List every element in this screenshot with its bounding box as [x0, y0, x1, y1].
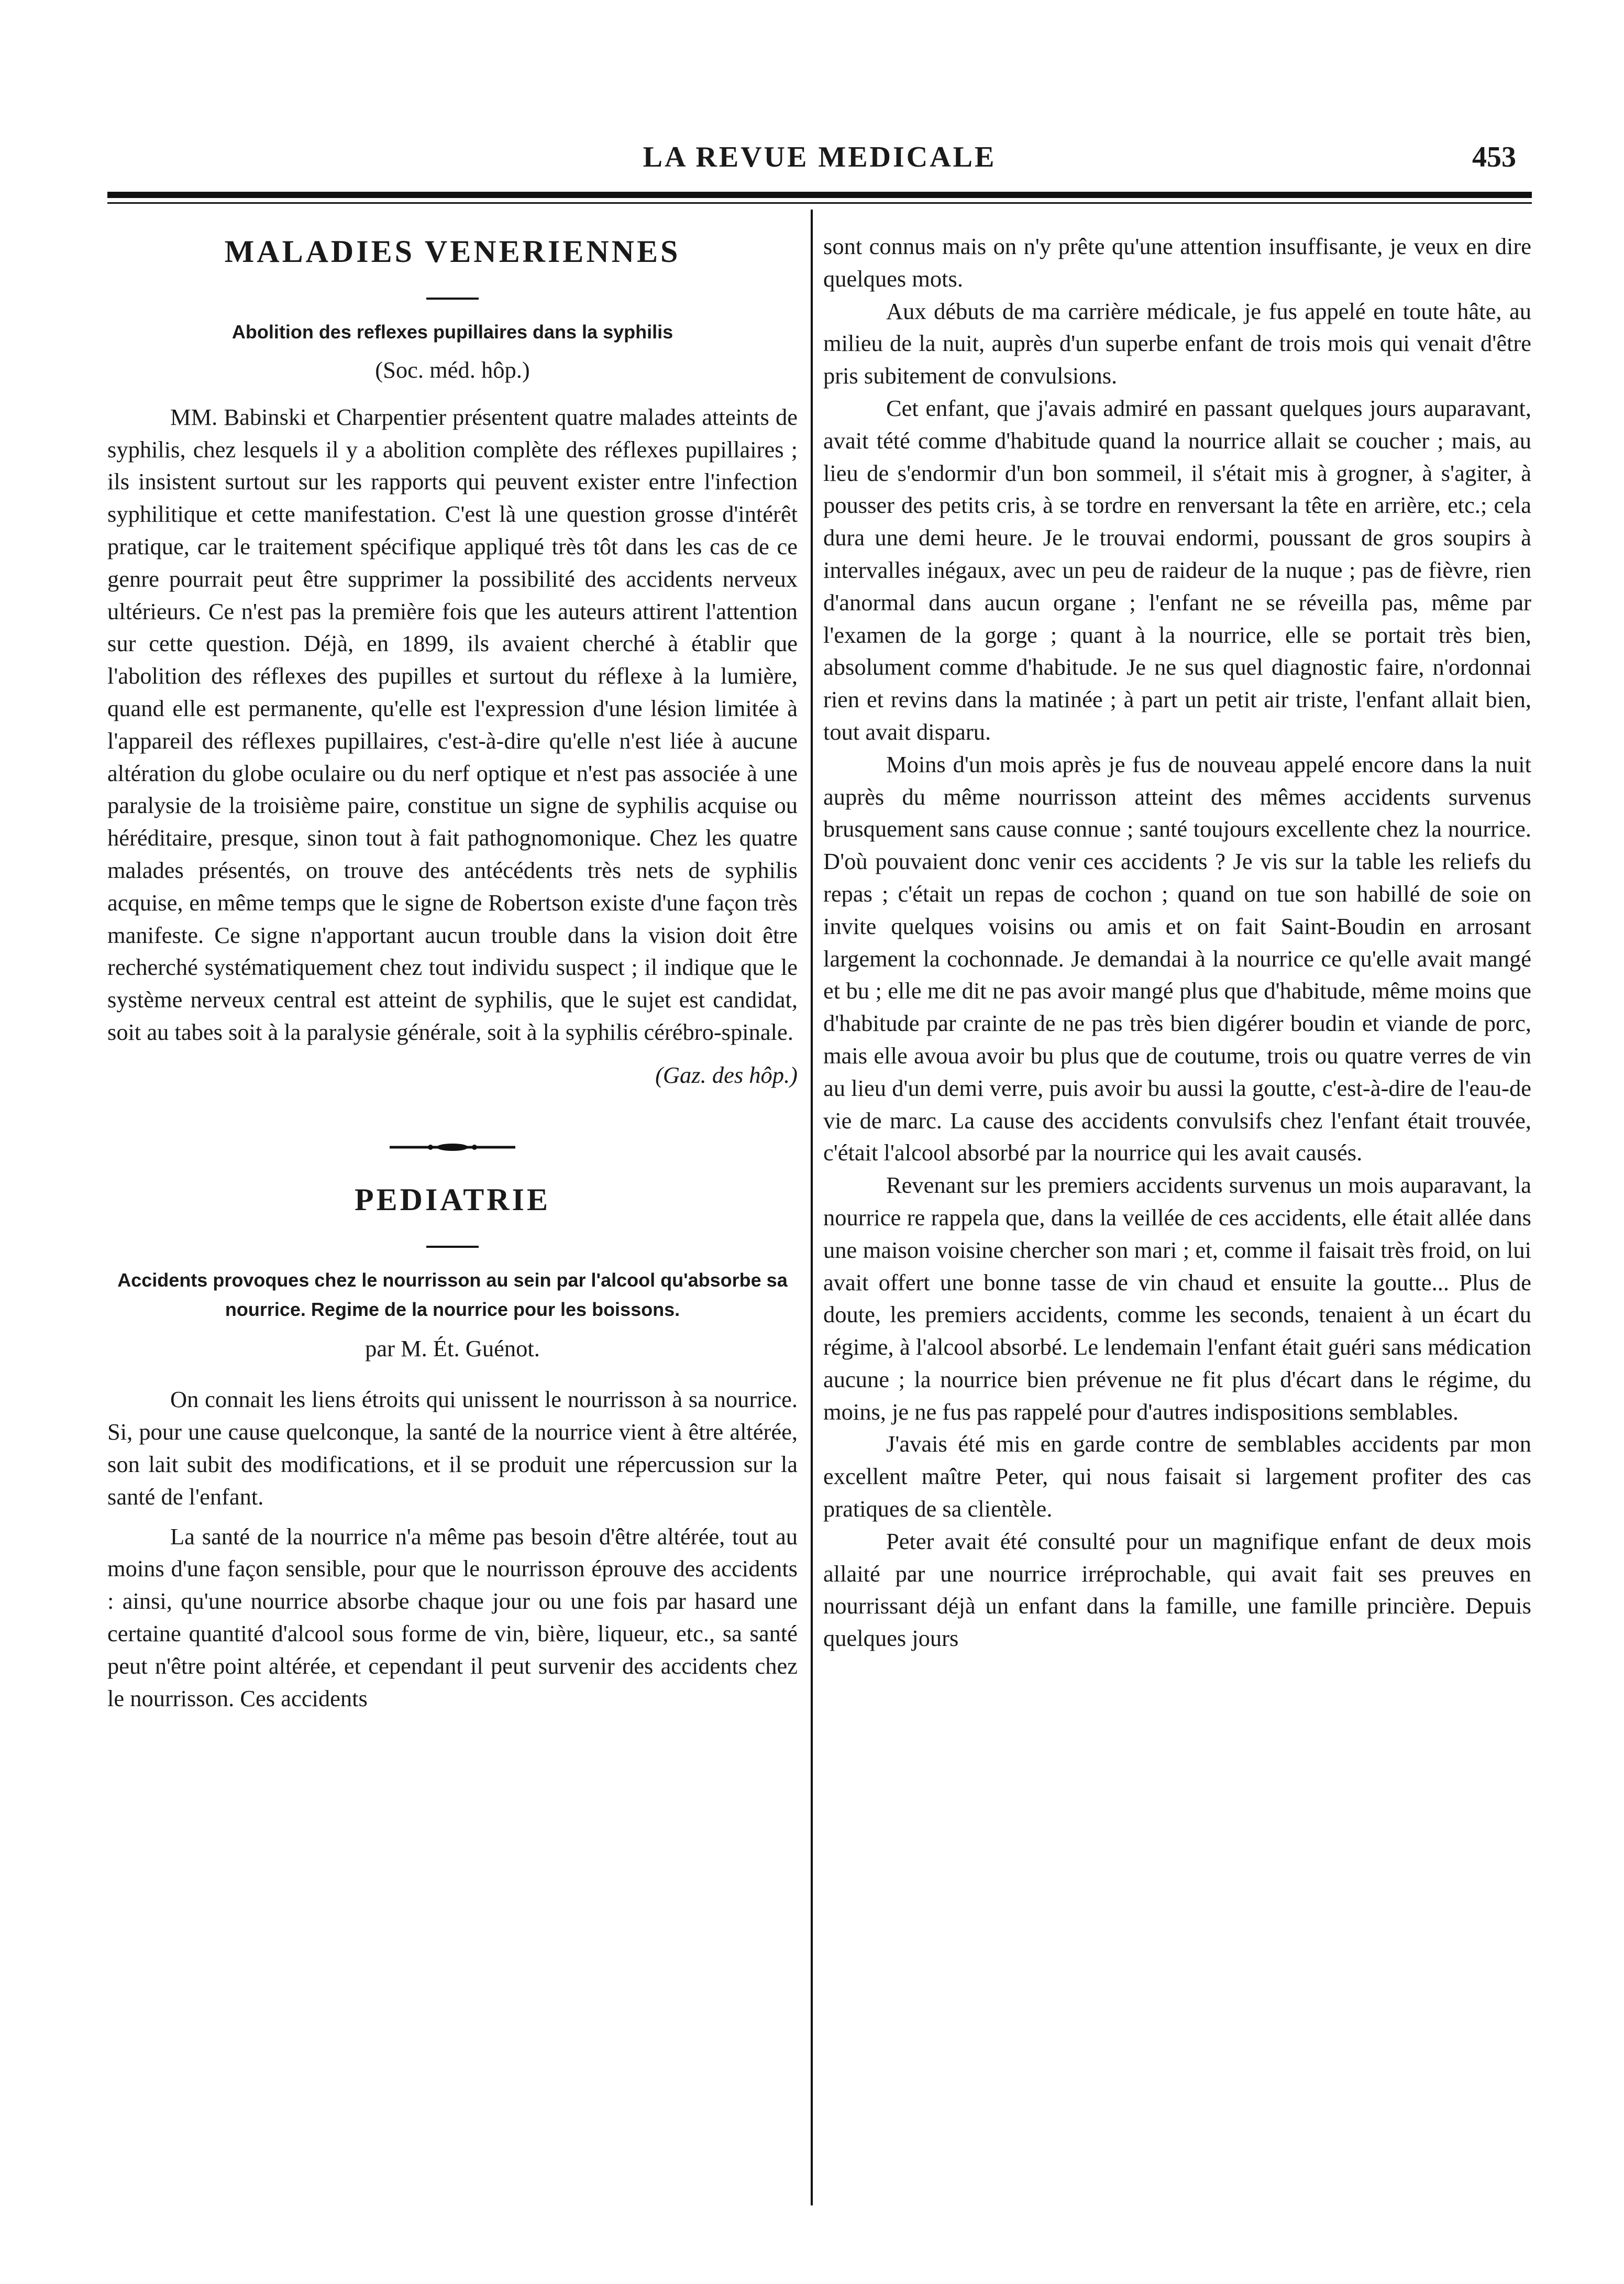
article-paragraph: Moins d'un mois après je fus de nouveau appelé encore dans la nuit auprès du même nourrisson atteint des mêmes accidents survenus brusquement sans cause connue ; santé toujours excellente chez la nourrice. D'où pouvaient donc venir ces accidents ? Je vis sur la table les reliefs du repas ; c'était un repas de cochon ; quand on tue son habillé de soie on invite quelques voisins ou amis et on fait Saint-Boudin en arrosant largement la cochonnade. Je demandai à la nourrice ce qu'elle avait mangé et bu ; elle me dit ne pas avoir mangé plus que d'habitude, même moins que d'habitude par crainte de ne pas très bien digérer boudin et viande de porc, mais elle avoua avoir bu plus que de coutume, trois ou quatre verres de vin au lieu d'un demi verre, puis avoir bu aussi la goutte, c'est-à-dire de l'eau-de vie de marc. La cause des accidents convulsifs chez l'enfant était trouvée, c'était l'alcool absorbé par la nourrice qui les avait causés. [823, 751, 1531, 1166]
article-author: par M. Ét. Guénot. [365, 1335, 540, 1361]
article-paragraph: On connait les liens étroits qui unissent le nourrisson à sa nourrice. Si, pour une cause quelconque, la santé de la nourrice vient à être altérée, son lait subit des modifications, et il se produit une répercussion sur la santé de l'enfant. [107, 1386, 798, 1510]
header-rule-thin [107, 202, 1532, 204]
article-paragraph: Peter avait été consulté pour un magnifique enfant de deux mois allaité par une nourrice irréprochable, qui avait fait ses preuves en nourrissant déjà un enfant dans la famille, une famille princière. Depuis quelques jours [823, 1528, 1531, 1652]
article-source: (Soc. méd. hôp.) [375, 357, 530, 383]
article-paragraph: sont connus mais on n'y prête qu'une attention insuffisante, je veux en dire quelques mots. [823, 233, 1531, 292]
ornament-divider-icon [390, 1142, 515, 1152]
page-header [107, 140, 1532, 182]
section-rule [426, 1246, 479, 1248]
section-rule [426, 298, 479, 300]
column-divider [811, 210, 813, 2205]
article-paragraph: La santé de la nourrice n'a même pas besoin d'être altérée, tout au moins d'une façon sensible, pour que le nourrisson éprouve des accidents : ainsi, qu'une nourrice absorbe chaque jour ou une fois par hasard une certaine quantité d'alcool sous forme de vin, bière, liqueur, etc., sa santé peut n'être point altérée, et cependant il peut survenir des accidents chez le nourrisson. Ces accidents [107, 1523, 798, 1711]
article-paragraph: MM. Babinski et Charpentier présentent quatre malades atteints de syphilis, chez lesquels il y a abolition complète des réflexes pupillaires ; ils insistent surtout sur les rapports qui peuvent exister entre l'infection syphilitique et cette manifestation. C'est là une question grosse d'intérêt pratique, car le traitement spécifique appliqué très tôt dans les cas de ce genre pourrait peut être supprimer la possibilité des accidents nerveux ultérieurs. Ce n'est pas la première fois que les auteurs attirent l'attention sur cette question. Déjà, en 1899, ils avaient cherché à établir que l'abolition des réflexes des pupilles et surtout du réflexe à la lumière, quand elle est permanente, qu'elle est l'expression d'une lésion limitée à l'appareil des réflexes pupillaires, c'est-à-dire qu'elle n'est liée à aucune altération du globe oculaire ou du nerf optique et n'est pas associée à une paralysie de la troisième paire, constitue un signe de syphilis acquise ou héréditaire, presque, sinon tout à fait pathognomonique. Chez les quatre malades présentés, on trouve des antécédents très nets de syphilis acquise, en même temps que le signe de Robertson existe d'une façon très manifeste. Ce signe n'apportant aucun trouble dans la vision doit être recherché systématiquement chez tout individu suspect ; il indique que le système nerveux central est atteint de syphilis, que le sujet est candidat, soit au tabes soit à la paralysie générale, soit à la syphilis cérébro-spinale. [107, 403, 798, 1045]
running-title: LA REVUE MEDICALE [643, 141, 997, 173]
article-citation: (Gaz. des hôp.) [655, 1061, 798, 1088]
header-rule-thick [107, 192, 1532, 198]
left-column [107, 230, 798, 1715]
article-title-abolition-reflexes: Abolition des reflexes pupillaires dans la syphilis [231, 321, 673, 343]
article-paragraph: Aux débuts de ma carrière médicale, je fus appelé en toute hâte, au milieu de la nuit, auprès d'un superbe enfant de trois mois qui venait d'être pris subitement de convulsions. [823, 298, 1531, 389]
article-paragraph: Cet enfant, que j'avais admiré en passant quelques jours auparavant, avait tété comme d'habitude quand la nourrice allait se coucher ; mais, au lieu de s'endormir d'un bon sommeil, il s'était mis à grogner, à s'agiter, à pousser des petits cris, à se tordre en renversant la tête en arrière, etc.; cela dura une demi heure. Je le trouvai endormi, poussant de gros soupirs à intervalles inégaux, avec un peu de raideur de la nuque ; pas de fièvre, rien d'anormal dans aucun organe ; l'enfant ne se réveilla pas, même par l'examen de la gorge ; quant à la nourrice, elle se portait très bien, absolument comme d'habitude. Je ne sus quel diagnostic faire, n'ordonnai rien et revins dans la matinée ; à part un petit air triste, l'enfant allait bien, tout avait disparu. [823, 394, 1531, 745]
article-title-accidents-nourrisson: Accidents provoques chez le nourrisson au sein par l'alcool qu'absorbe sa nourrice. Regime de la nourrice pour les boissons. [117, 1269, 788, 1320]
section-title-maladies-veneriennes: MALADIES VENERIENNES [224, 234, 681, 269]
article-paragraph: J'avais été mis en garde contre de semblables accidents par mon excellent maître Peter, qui nous faisait si largement profiter des cas pratiques de sa clientèle. [823, 1431, 1531, 1522]
article-paragraph: Revenant sur les premiers accidents survenus un mois auparavant, la nourrice re rappela que, dans la veillée de ces accidents, elle était allée dans une maison voisine chercher son mari ; et, comme il faisait très froid, on lui avait offert une bonne tasse de vin chaud et ensuite la goutte... Plus de doute, les premiers accidents, comme les seconds, tenaient à un écart du régime, à l'alcool absorbé. Le lendemain l'enfant était guéri sans médication aucune ; la nourrice bien prévenue ne fit plus d'écart dans le régime, du moins, je ne fus pas rappelé pour d'autres indispositions semblables. [823, 1172, 1531, 1425]
page-number: 453 [1472, 141, 1516, 173]
section-title-pediatrie: PEDIATRIE [355, 1182, 550, 1217]
right-column [823, 230, 1531, 1655]
